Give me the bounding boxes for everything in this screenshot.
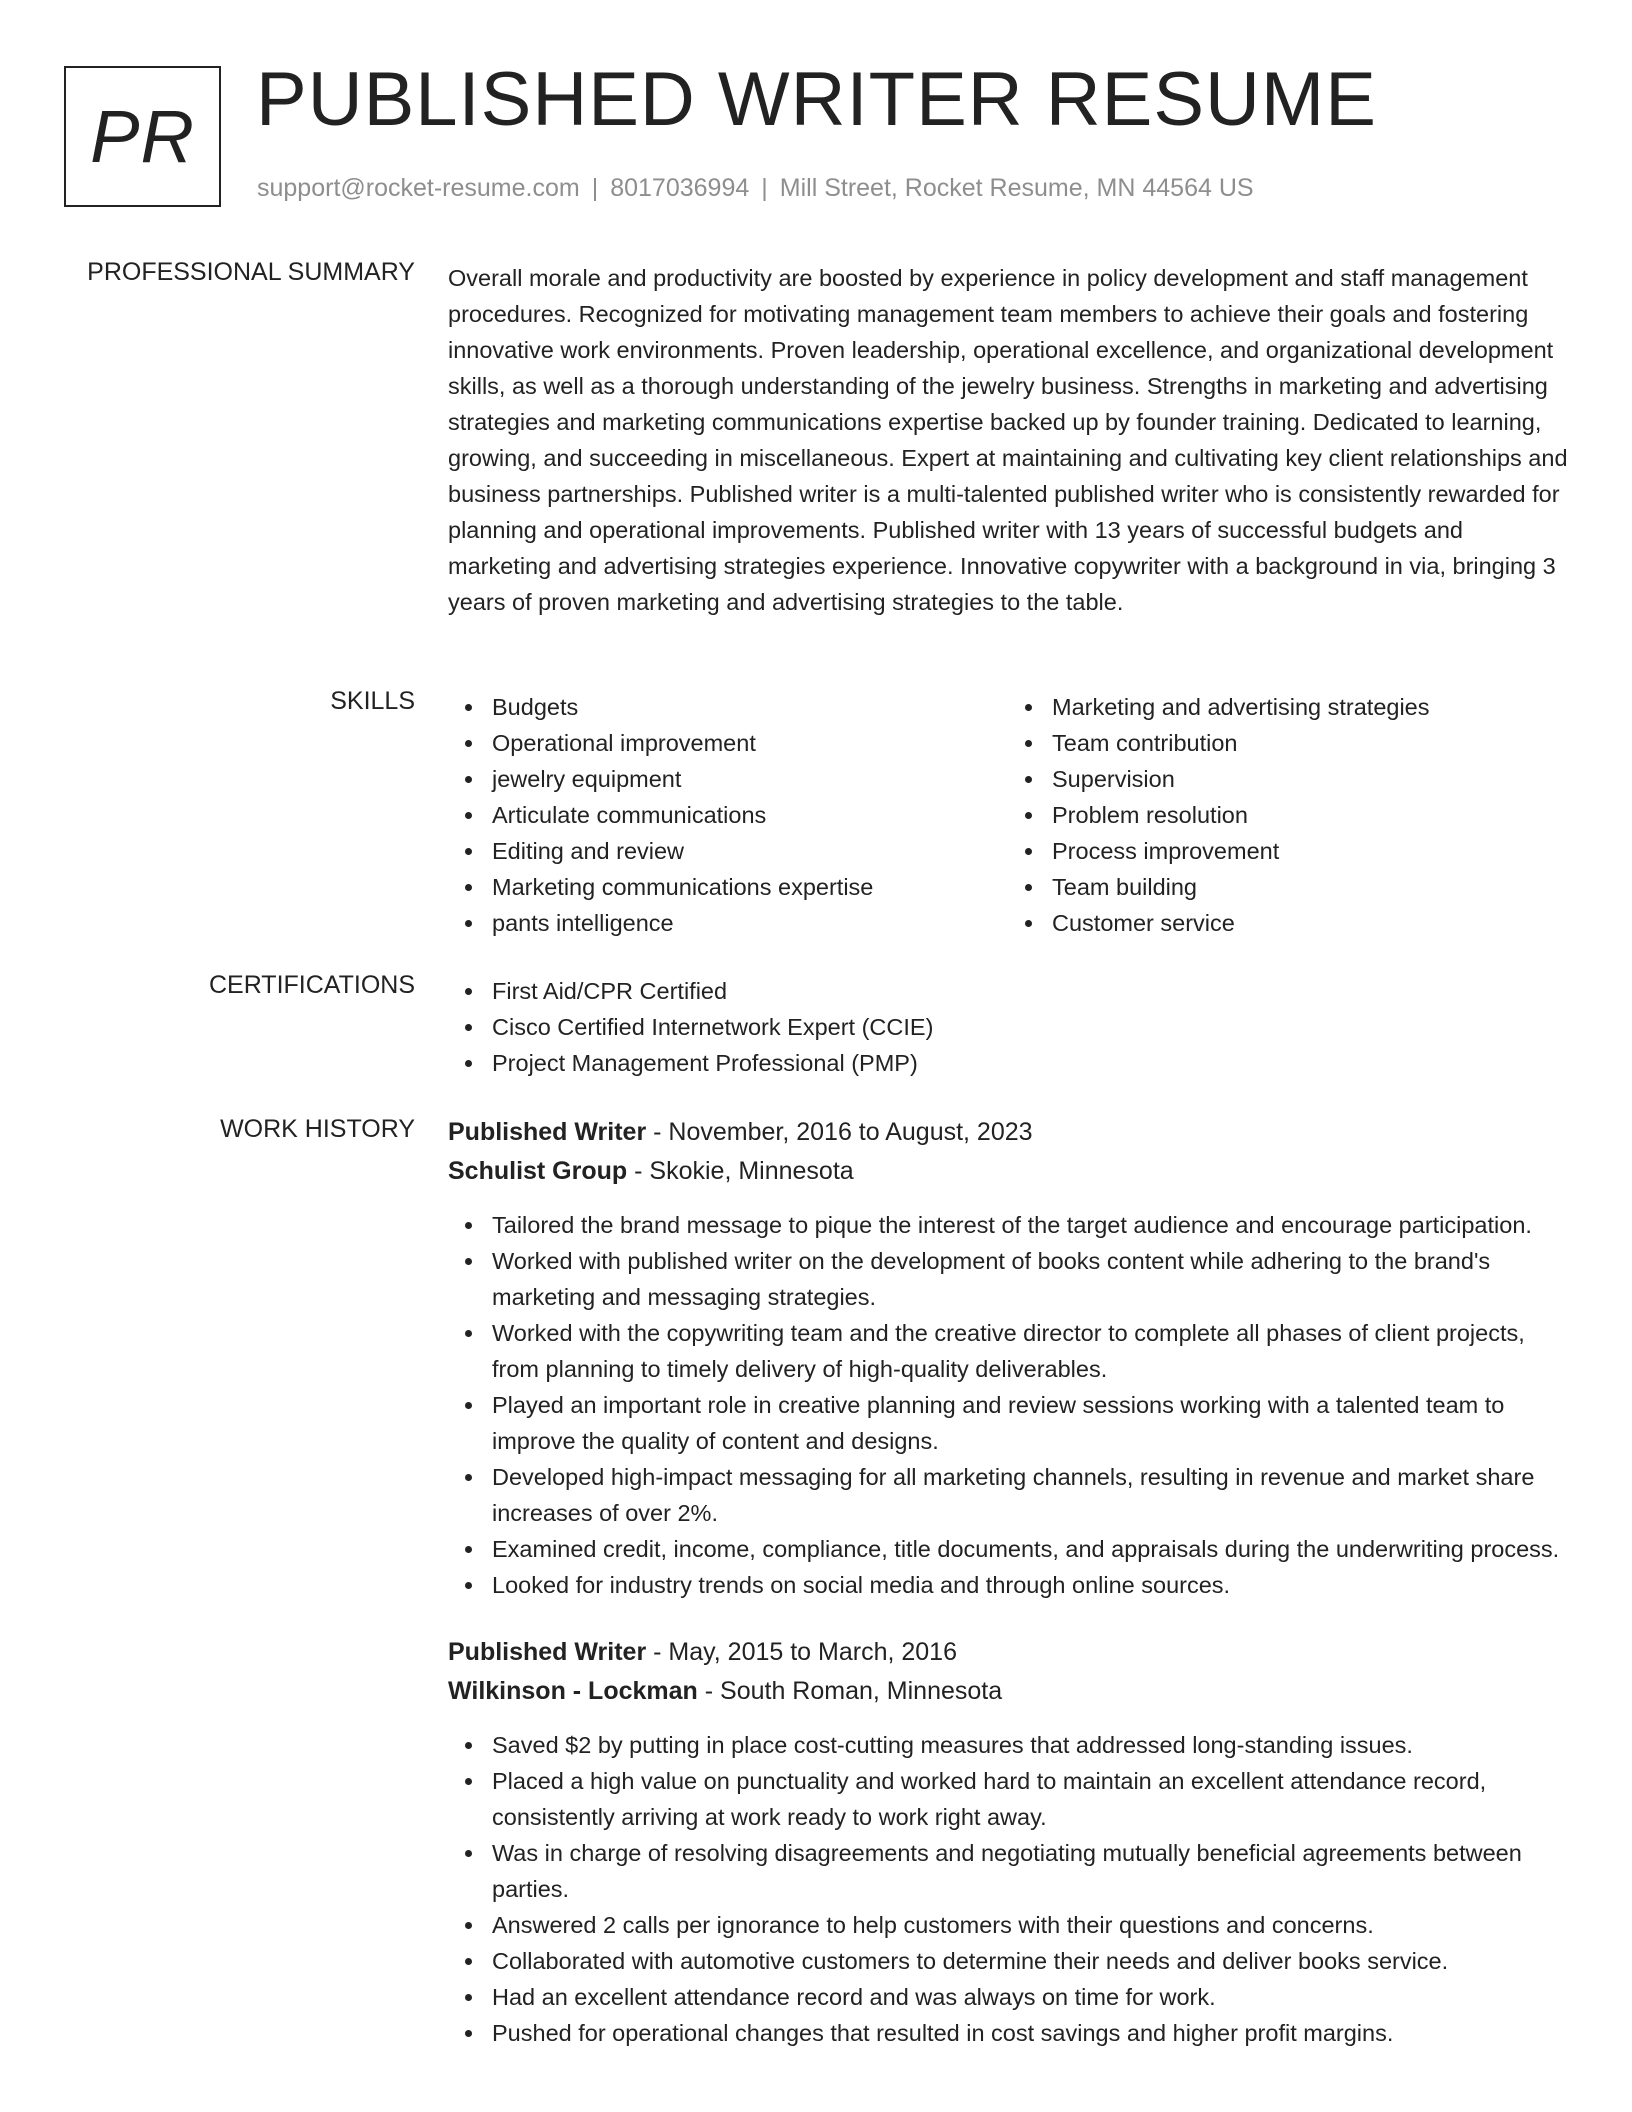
job-duty-item: Looked for industry trends on social media and through online sources. [492,1567,1568,1603]
job-location: - Skokie, Minnesota [627,1157,854,1185]
skill-item: Supervision [1052,761,1568,797]
certification-item: First Aid/CPR Certified [492,973,1568,1009]
certifications-heading: CERTIFICATIONS [208,971,415,999]
job-duties-list [448,1727,1568,2051]
resume-title: PUBLISHED WRITER RESUME [256,57,1377,142]
job-duty-item: Tailored the brand message to pique the interest of the target audience and encourage participation. [492,1207,1568,1243]
skills-body [448,689,1568,941]
job-duty-item: Placed a high value on punctuality and worked hard to maintain an excellent attendance record, consistently arriving at work ready to work right away. [492,1763,1568,1835]
skill-item: jewelry equipment [492,761,1008,797]
job-entry [448,1633,1568,2051]
skill-item: Operational improvement [492,725,1008,761]
skill-item: Problem resolution [1052,797,1568,833]
skill-item: Editing and review [492,833,1008,869]
contact-phone: 8017036994 [610,174,750,202]
skill-item: Budgets [492,689,1008,725]
job-entry [448,1113,1568,1603]
job-duty-item: Examined credit, income, compliance, title documents, and appraisals during the underwriting process. [492,1531,1568,1567]
summary-heading: PROFESSIONAL SUMMARY [87,258,415,286]
job-duty-item: Played an important role in creative planning and review sessions working with a talented team to improve the quality of content and designs. [492,1387,1568,1459]
job-duty-item: Worked with the copywriting team and the creative director to complete all phases of client projects, from planning to timely delivery of high-quality deliverables. [492,1315,1568,1387]
job-duty-item: Answered 2 calls per ignorance to help customers with their questions and concerns. [492,1907,1568,1943]
skill-item: Marketing communications expertise [492,869,1008,905]
work-history-heading: WORK HISTORY [220,1115,415,1143]
monogram-initials: PR [90,95,195,178]
contact-separator: | [761,174,768,202]
job-title-line [448,1113,1568,1152]
job-company: Wilkinson - Lockman [448,1677,698,1705]
job-duty-item: Collaborated with automotive customers to determine their needs and deliver books service. [492,1943,1568,1979]
certification-item: Project Management Professional (PMP) [492,1045,1568,1081]
job-duties-list [448,1207,1568,1603]
job-dates: - May, 2015 to March, 2016 [646,1638,957,1666]
job-duty-item: Developed high-impact messaging for all marketing channels, resulting in revenue and market share increases of over 2%. [492,1459,1568,1531]
skill-item: Team building [1052,869,1568,905]
job-dates: - November, 2016 to August, 2023 [646,1118,1033,1146]
contact-address: Mill Street, Rocket Resume, MN 44564 US [779,174,1254,202]
certifications-list [448,973,1568,1081]
job-duty-item: Saved $2 by putting in place cost-cutting measures that addressed long-standing issues. [492,1727,1568,1763]
job-company-line [448,1152,1568,1191]
skill-item: pants intelligence [492,905,1008,941]
contact-separator: | [591,174,599,202]
skill-item: Marketing and advertising strategies [1052,689,1568,725]
skills-heading: SKILLS [330,687,415,715]
contact-line [257,174,1254,203]
certifications-body [448,973,1568,1081]
job-duty-item: Had an excellent attendance record and was always on time for work. [492,1979,1568,2015]
skill-item: Process improvement [1052,833,1568,869]
skills-list-right [1008,689,1568,941]
skill-item: Articulate communications [492,797,1008,833]
job-title-line [448,1633,1568,1672]
summary-text: Overall morale and productivity are boosted by experience in policy development and staff management procedures. Recognized for motivating management team members to achieve their goals and fostering innovative work environments. Proven leadership, operational excellence, and organizational development skills, as well as a thorough understanding of the jewelry business. Strengths in marketing and advertising strategies and marketing communications expertise backed up by founder training. Dedicated to learning, growing, and succeeding in miscellaneous. Expert at maintaining and cultivating key client relationships and business partnerships. Published writer is a multi-talented published writer who is consistently rewarded for planning and operational improvements. Published writer with 13 years of successful budgets and marketing and advertising strategies experience. Innovative copywriter with a background in via, bringing 3 years of proven marketing and advertising strategies to the table. [448,265,1568,615]
contact-email: support@rocket-resume.com [257,174,580,202]
summary-body [448,260,1568,620]
job-title: Published Writer [448,1118,647,1146]
work-history-body [448,1113,1568,2081]
job-location: - South Roman, Minnesota [697,1677,1003,1705]
monogram-logo [64,66,221,207]
certification-item: Cisco Certified Internetwork Expert (CCIE) [492,1009,1568,1045]
job-company: Schulist Group [448,1157,628,1185]
job-company-line [448,1672,1568,1711]
job-duty-item: Worked with published writer on the development of books content while adhering to the brand's marketing and messaging strategies. [492,1243,1568,1315]
job-title: Published Writer [448,1638,647,1666]
skills-list-left [448,689,1008,941]
skill-item: Customer service [1052,905,1568,941]
job-duty-item: Pushed for operational changes that resulted in cost savings and higher profit margins. [492,2015,1568,2051]
job-duty-item: Was in charge of resolving disagreements and negotiating mutually beneficial agreements between parties. [492,1835,1568,1907]
skill-item: Team contribution [1052,725,1568,761]
